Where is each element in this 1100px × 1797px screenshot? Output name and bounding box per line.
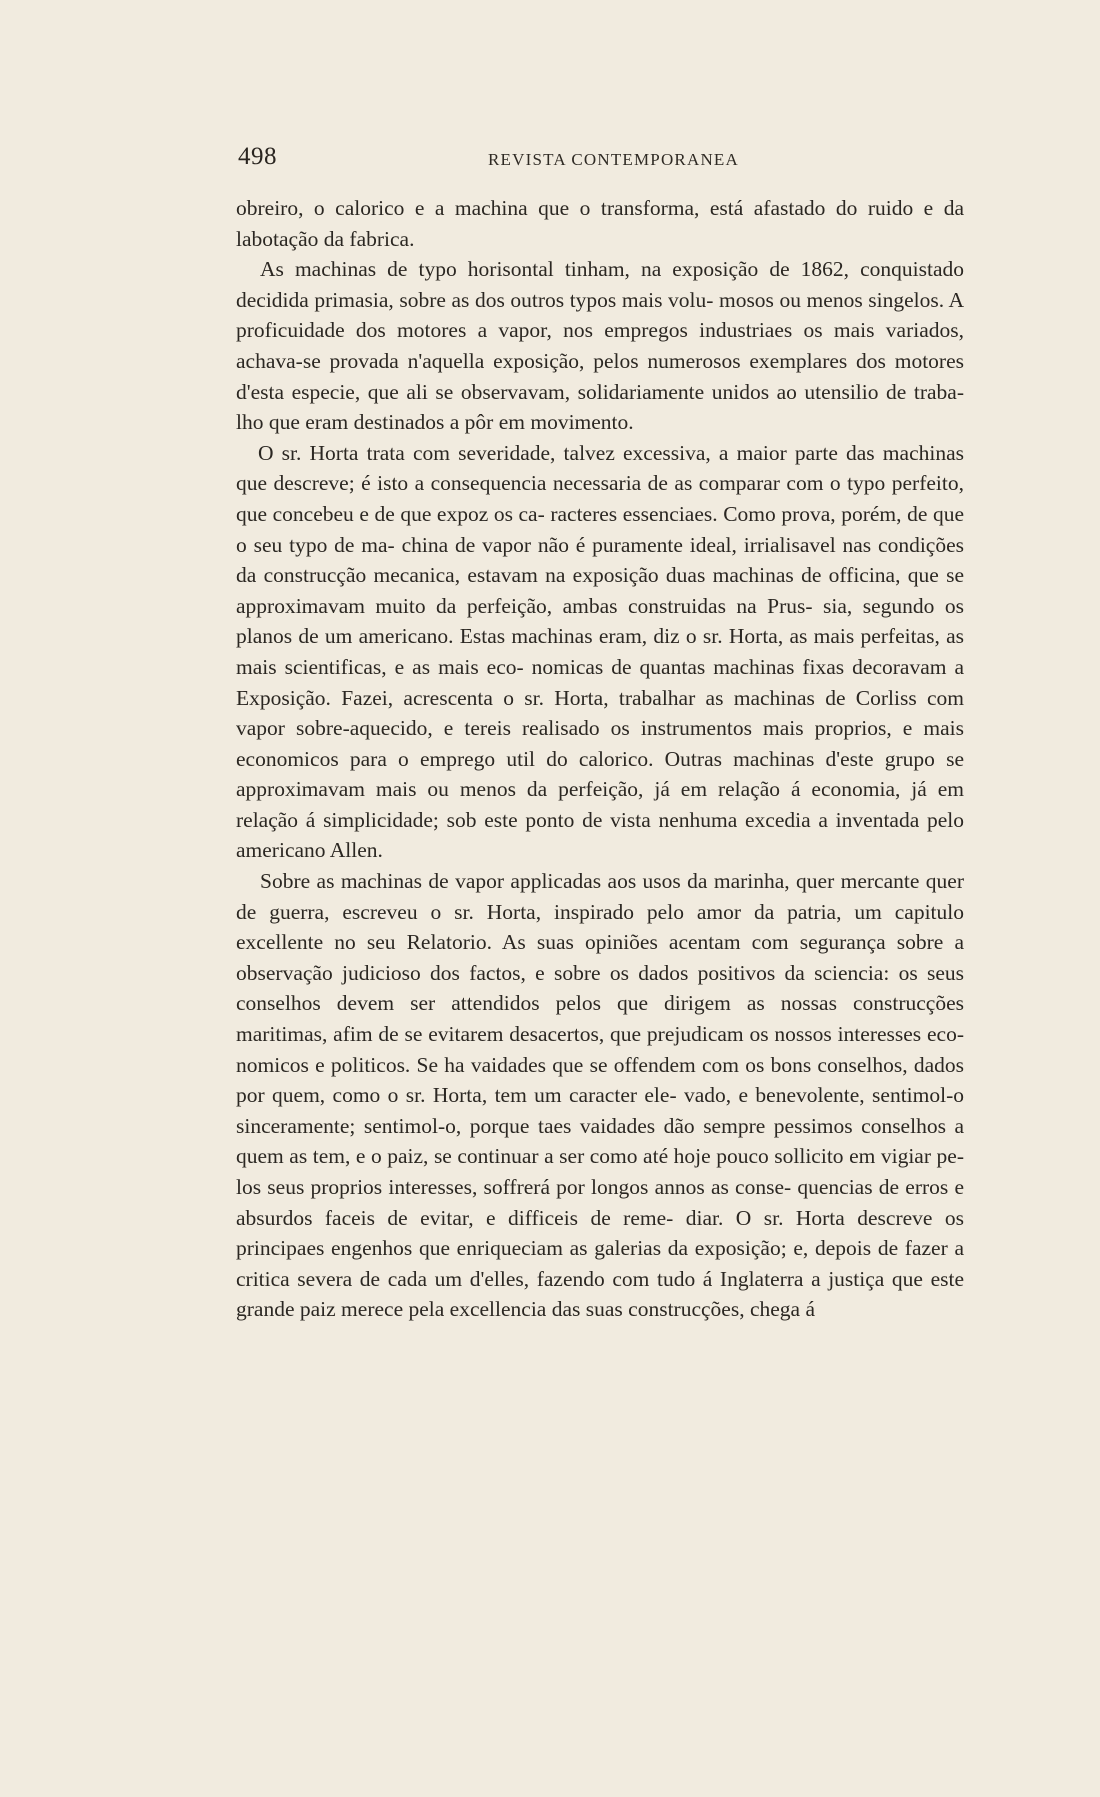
paragraph-1: obreiro, o calorico e a machina que o transforma, está afastado do ruido e da labotação da fabrica. [236, 196, 964, 251]
page-header [238, 143, 963, 177]
paragraph-4: Sobre as machinas de vapor applicadas aos usos da marinha, quer mercante quer de guerra, escreveu o sr. Horta, inspirado pelo amor da patria, um capitulo excellente no seu Relatorio. As suas opiniões acentam com segurança sobre a observação judicioso dos factos, e sobre os dados positivos da sciencia: os seus conselhos devem ser attendidos pelos que dirigem as nossas construcções maritimas, afim de se evitarem desacertos, que prejudicam os nossos interesses eco- nomicos e politicos. Se ha vaidades que se offendem com os bons conselhos, dados por quem, como o sr. Horta, tem um caracter ele- vado, e benevolente, sentimol-o sinceramente; sentimol-o, porque taes vaidades dão sempre pessimos conselhos a quem as tem, e o paiz, se continuar a ser como até hoje pouco sollicito em vigiar pe- los seus proprios interesses, soffrerá por longos annos as conse- quencias de erros e absurdos faceis de evitar, e difficeis de reme- diar. O sr. Horta descreve os principaes engenhos que enriqueciam as galerias da exposição; e, depois de fazer a critica severa de cada um d'elles, fazendo com tudo á Inglaterra a justiça que este grande paiz merece pela excellencia das suas construcções, chega á [236, 869, 964, 1322]
page-number: 498 [238, 143, 277, 170]
running-title: REVISTA CONTEMPORANEA [488, 150, 739, 169]
body-text [236, 193, 964, 1325]
paragraph-3: O sr. Horta trata com severidade, talvez excessiva, a maior parte das machinas que descreve; é isto a consequencia necessaria de as comparar com o typo perfeito, que concebeu e de que expoz os ca- racteres essenciaes. Como prova, porém, de que o seu typo de ma- china de vapor não é puramente ideal, irrialisavel nas condições da construcção mecanica, estavam na exposição duas machinas de officina, que se approximavam muito da perfeição, ambas construidas na Prus- sia, segundo os planos de um americano. Estas machinas eram, diz o sr. Horta, as mais perfeitas, as mais scientificas, e as mais eco- nomicas de quantas machinas fixas decoravam a Exposição. Fazei, acrescenta o sr. Horta, trabalhar as machinas de Corliss com vapor sobre-aquecido, e tereis realisado os instrumentos mais proprios, e mais economicos para o emprego util do calorico. Outras machinas d'este grupo se approximavam mais ou menos da perfeição, já em relação á economia, já em relação á simplicidade; sob este ponto de vista nenhuma excedia a inventada pelo americano Allen. [236, 440, 964, 863]
paragraph-2: As machinas de typo horisontal tinham, na exposição de 1862, conquistado decidida primasia, sobre as dos outros typos mais volu- mosos ou menos singelos. A proficuidade dos motores a vapor, nos empregos industriaes os mais variados, achava-se provada n'aquella exposição, pelos numerosos exemplares dos motores d'esta especie, que ali se observavam, solidariamente unidos ao utensilio de traba- lho que eram destinados a pôr em movimento. [236, 257, 964, 435]
